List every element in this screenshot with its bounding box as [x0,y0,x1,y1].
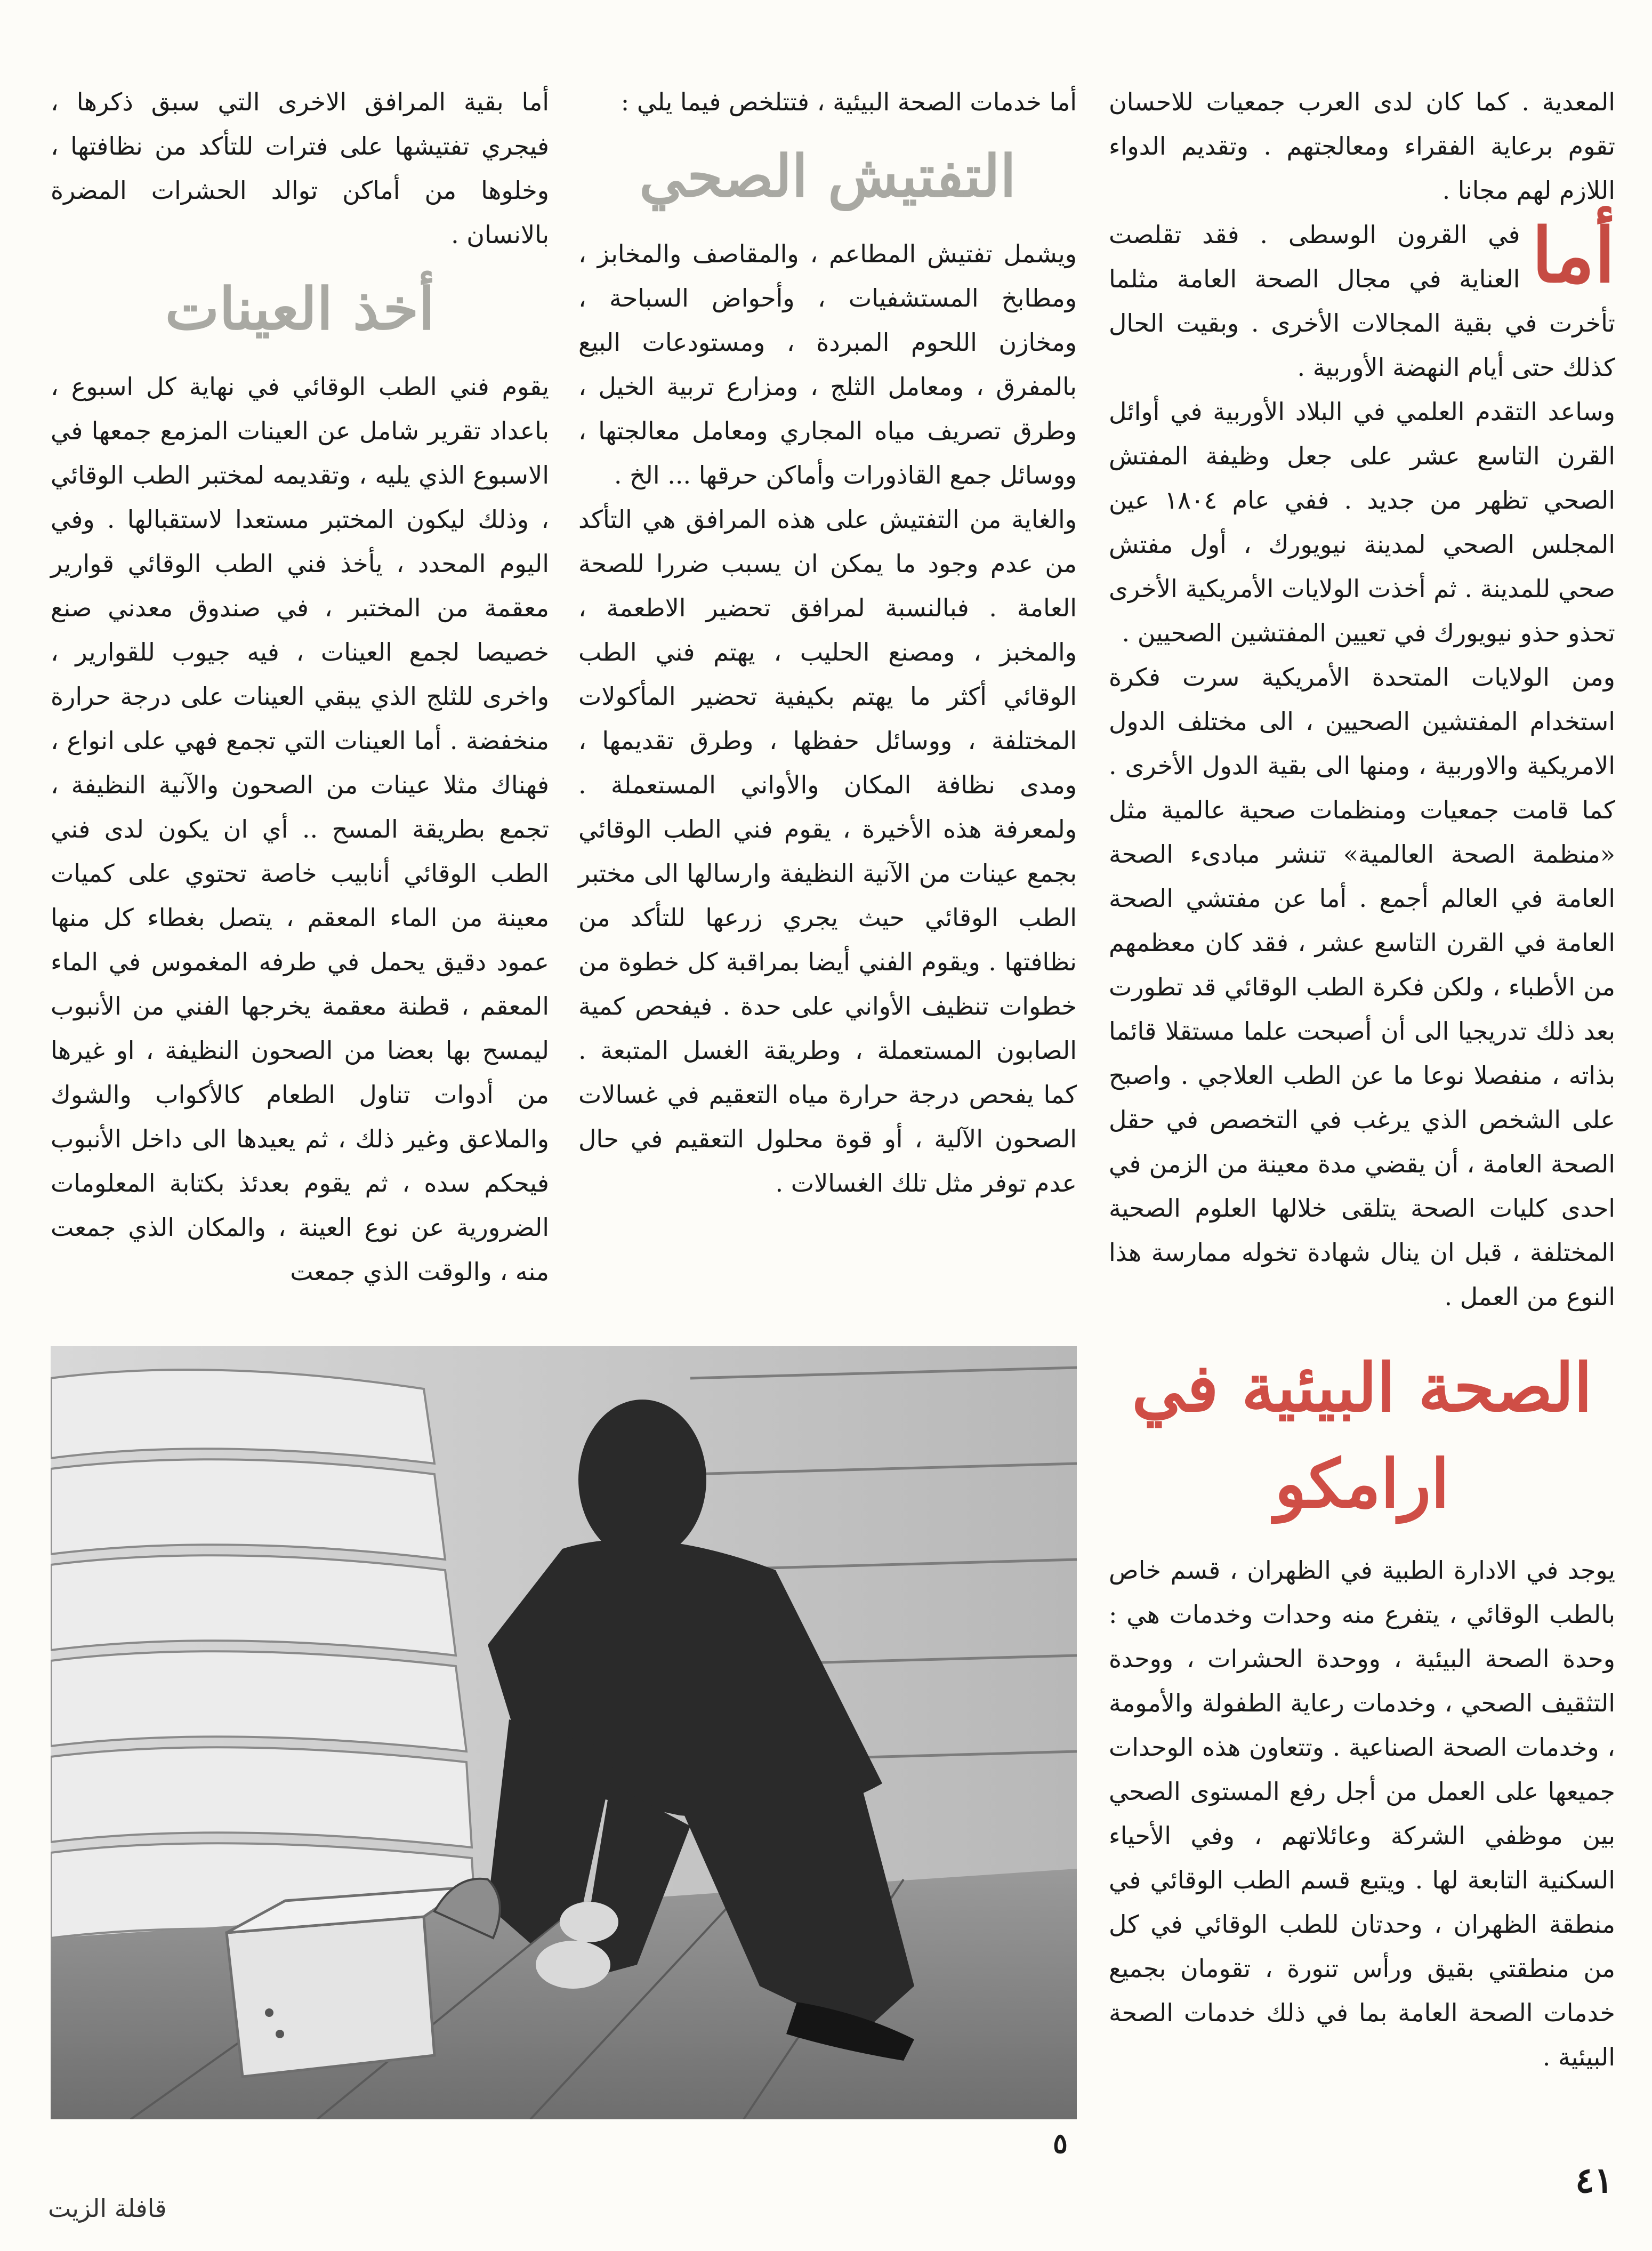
column-middle [578,80,1077,1205]
paragraph: ومن الولايات المتحدة الأمريكية سرت فكرة استخدام المفتشين الصحيين ، الى مختلف الدول الامريكية والاوربية ، ومنها الى بقية الدول الأخرى . كما قامت جمعيات ومنظمات صحية عالمية مثل «منظمة الصحة العالمية» تنشر مبادىء الصحة العامة في العالم أجمع . أما عن مفتشي الصحة العامة في القرن التاسع عشر ، فقد كان معظمهم من الأطباء ، ولكن فكرة الطب الوقائي قد تطورت بعد ذلك تدريجيا الى أن أصبحت علما مستقلا قائما بذاته ، منفصلا نوعا ما عن الطب العلاجي . واصبح على الشخص الذي يرغب في التخصص في حقل الصحة العامة ، أن يقضي مدة معينة من الزمن في احدى كليات الصحة يتلقى خلالها العلوم الصحية المختلفة ، قبل ان ينال شهادة تخوله ممارسة هذا النوع من العمل . [1109,663,1615,1311]
paragraph: والغاية من التفتيش على هذه المرافق هي التأكد من عدم وجود ما يمكن ان يسبب ضررا للصحة العامة . فبالنسبة لمرافق تحضير الاطعمة ، والمخبز ، ومصنع الحليب ، يهتم فني الطب الوقائي أكثر ما يهتم بكيفية تحضير المأكولات المختلفة ، ووسائل حفظها ، وطرق تقديمها ، ومدى نظافة المكان والأواني المستعملة . ولمعرفة هذه الأخيرة ، يقوم فني الطب الوقائي بجمع عينات من الآنية النظيفة وارسالها الى مختبر الطب الوقائي حيث يجري زرعها للتأكد من نظافتها . ويقوم الفني أيضا بمراقبة كل خطوة من خطوات تنظيف الأواني على حدة . فيفحص كمية الصابون المستعملة ، وطريقة الغسل المتبعة . كما يفحص درجة حرارة مياه التعقيم في غسالات الصحون الآلية ، أو قوة محلول التعقيم في حال عدم توفر مثل تلك الغسالات . [578,505,1077,1197]
page-number: ٤١ [1575,2159,1613,2201]
paragraph: ويشمل تفتيش المطاعم ، والمقاصف والمخابز ، ومطابخ المستشفيات ، وأحواض السباحة ، ومخازن اللحوم المبردة ، ومستودعات البيع بالمفرق ، ومعامل الثلج ، ومزارع تربية الخيل ، وطرق تصريف مياه المجاري ومعامل معالجتها ، ووسائل جمع القاذورات وأماكن حرقها ... الخ . [578,239,1077,489]
column-left [51,80,549,1294]
column-right [1109,80,1615,2079]
magazine-name: قافلة الزيت [48,2194,167,2223]
photo-number: ٥ [1053,2127,1068,2160]
drop-cap: أما [1532,212,1615,300]
paragraph-text: في القرون الوسطى . فقد تقلصت العناية في مجال الصحة العامة مثلما تأخرت في بقية المجالات الأخرى . وبقيت الحال كذلك حتى أيام النهضة الأوربية . [1109,220,1615,382]
section-heading: أخذ العينات [165,276,435,343]
paragraph: يوجد في الادارة الطبية في الظهران ، قسم خاص بالطب الوقائي ، يتفرع منه وحدات وخدمات هي : وحدة الصحة البيئية ، ووحدة الحشرات ، ووحدة التثقيف الصحي ، وخدمات رعاية الطفولة والأمومة ، وخدمات الصحة الصناعية . وتتعاون هذه الوحدات جميعها على العمل من أجل رفع المستوى الصحي بين موظفي الشركة وعائلاتهم ، وفي الأحياء السكنية التابعة لها . ويتبع قسم الطب الوقائي في منطقة الظهران ، وحدتان للطب الوقائي في كل من منطقتي بقيق ورأس تنورة ، تقومان بجميع خدمات الصحة العامة بما في ذلك خدمات الصحة البيئية . [1109,1556,1615,2071]
paragraph: أما بقية المرافق الاخرى التي سبق ذكرها ، فيجري تفتيشها على فترات للتأكد من نظافتها ، وخلوها من أماكن توالد الحشرات المضرة بالانسان . [51,87,549,249]
paragraph [1109,213,1615,390]
section-heading: التفتيش الصحي [639,143,1016,210]
paragraph: المعدية . كما كان لدى العرب جمعيات للاحسان تقوم برعاية الفقراء ومعالجتهم . وتقديم الدواء اللازم لهم مجانا . [1109,87,1615,205]
paragraph: أما خدمات الصحة البيئية ، فتتلخص فيما يلي : [620,87,1077,116]
paragraph: يقوم فني الطب الوقائي في نهاية كل اسبوع ، باعداد تقرير شامل عن العينات المزمع جمعها في الاسبوع الذي يليه ، وتقديمه لمختبر الطب الوقائي ، وذلك ليكون المختبر مستعدا لاستقبالها . وفي اليوم المحدد ، يأخذ فني الطب الوقائي قوارير معقمة من المختبر ، في صندوق معدني صنع خصيصا لجمع العينات ، فيه جيوب للقوارير ، واخرى للثلج الذي يبقي العينات على درجة حرارة منخفضة . أما العينات التي تجمع فهي على انواع ، فهناك مثلا عينات من الصحون والآنية النظيفة ، تجمع بطريقة المسح .. أي ان يكون لدى فني الطب الوقائي أنابيب خاصة تحتوي على كميات معينة من الماء المعقم ، يتصل بغطاء كل منها عمود دقيق يحمل في طرفه المغموس في الماء المعقم ، قطنة معقمة يخرجها الفني من الأنبوب ليمسح بها بعضا من الصحون النظيفة ، او غيرها من أدوات تناول الطعام كالأكواب والشوك والملاعق وغير ذلك ، ثم يعيدها الى داخل الأنبوب فيحكم سده ، ثم يقوم بعدئذ بكتابة المعلومات الضرورية عن نوع العينة ، والمكان الذي جمعت منه ، والوقت الذي جمعت [51,372,549,1286]
paragraph: وساعد التقدم العلمي في البلاد الأوربية في أوائل القرن التاسع عشر على جعل وظيفة المفتش الصحي تظهر من جديد . ففي عام ١٨٠٤ عين المجلس الصحي لمدينة نيويورك ، أول مفتش صحي للمدينة . ثم أخذت الولايات الأمريكية الأخرى تحذو حذو نيويورك في تعيين المفتشين الصحيين . [1109,397,1616,647]
article-photo [51,1346,1077,2119]
section-heading: الصحة البيئية في ارامكو [1132,1349,1592,1523]
